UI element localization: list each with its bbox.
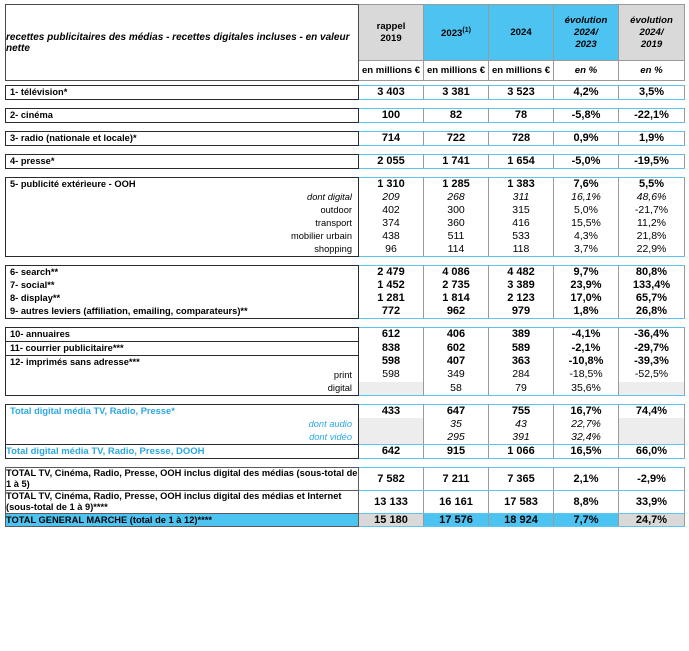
cell-y2019 bbox=[359, 418, 424, 431]
spacer-row bbox=[6, 319, 685, 328]
row-label: Total digital média TV, Radio, Presse, DOOH bbox=[6, 445, 359, 459]
cell-ev2419 bbox=[619, 382, 685, 396]
cell-y2024: 1 383 bbox=[489, 178, 554, 192]
row-label: dont audio bbox=[308, 419, 352, 429]
cell-y2019: 838 bbox=[359, 341, 424, 354]
table-row bbox=[6, 109, 685, 123]
table-row bbox=[6, 155, 685, 169]
cell-y2023: 915 bbox=[424, 445, 489, 459]
cell-ev2419: 80,8% bbox=[619, 266, 685, 280]
cell-ev2423: 7,6% bbox=[554, 178, 619, 192]
cell-y2019: 7 582 bbox=[359, 468, 424, 491]
row-label-group bbox=[6, 178, 359, 257]
spacer-row bbox=[6, 123, 685, 132]
cell-y2024: 416 bbox=[489, 217, 554, 230]
cell-ev2423: 16,7% bbox=[554, 405, 619, 419]
cell-y2024: 118 bbox=[489, 243, 554, 257]
cell-y2019: 96 bbox=[359, 243, 424, 257]
cell-y2023: 2 735 bbox=[424, 279, 489, 292]
cell-y2019: 100 bbox=[359, 109, 424, 123]
cell-y2023: 58 bbox=[424, 382, 489, 396]
grand-total-row bbox=[6, 514, 685, 527]
cell-ev2423: -10,8% bbox=[554, 355, 619, 368]
digital-total-label-group bbox=[6, 405, 359, 445]
table-title: recettes publicitaires des médias - recettes digitales incluses - en valeur nette bbox=[6, 5, 359, 81]
cell-y2019: 642 bbox=[359, 445, 424, 459]
spacer-row bbox=[6, 459, 685, 468]
row-label-group bbox=[6, 155, 359, 169]
cell-ev2423: 23,9% bbox=[554, 279, 619, 292]
row-label: 4- presse* bbox=[10, 156, 55, 166]
cell-y2023: 1 285 bbox=[424, 178, 489, 192]
cell-y2019: 714 bbox=[359, 132, 424, 146]
cell-ev2419: -39,3% bbox=[619, 355, 685, 368]
cell-y2019: 15 180 bbox=[359, 514, 424, 527]
cell-y2019: 209 bbox=[359, 191, 424, 204]
cell-y2023: 360 bbox=[424, 217, 489, 230]
cell-y2019 bbox=[359, 382, 424, 396]
column-unit-ev2423: en % bbox=[554, 61, 619, 81]
cell-y2023: 4 086 bbox=[424, 266, 489, 280]
cell-y2024: 2 123 bbox=[489, 292, 554, 305]
table-row bbox=[6, 328, 685, 342]
column-header-y2023: 2023$^{(1)}$ bbox=[424, 5, 489, 61]
column-header-y2019: rappel 2019 bbox=[359, 5, 424, 61]
row-label: TOTAL GENERAL MARCHE (total de 1 à 12)**** bbox=[6, 514, 359, 527]
cell-ev2419: 1,9% bbox=[619, 132, 685, 146]
table-row bbox=[6, 178, 685, 192]
cell-ev2423: 35,6% bbox=[554, 382, 619, 396]
cell-ev2419: 48,6% bbox=[619, 191, 685, 204]
table-row bbox=[6, 266, 685, 280]
cell-y2024: 589 bbox=[489, 341, 554, 354]
cell-ev2419: 22,9% bbox=[619, 243, 685, 257]
cell-y2023: 349 bbox=[424, 368, 489, 381]
table-row bbox=[6, 86, 685, 100]
cell-ev2419: -21,7% bbox=[619, 204, 685, 217]
cell-y2024: 3 389 bbox=[489, 279, 554, 292]
cell-ev2423: -4,1% bbox=[554, 328, 619, 342]
media-ad-revenue-table bbox=[5, 4, 685, 527]
cell-y2019: 438 bbox=[359, 230, 424, 243]
cell-y2019: 598 bbox=[359, 355, 424, 368]
cell-y2019: 1 281 bbox=[359, 292, 424, 305]
cell-ev2419: 33,9% bbox=[619, 491, 685, 514]
cell-y2023: 602 bbox=[424, 341, 489, 354]
column-unit-y2019: en millions € bbox=[359, 61, 424, 81]
cell-ev2419: 65,7% bbox=[619, 292, 685, 305]
row-label: 10- annuaires bbox=[10, 329, 70, 339]
table-header-row bbox=[6, 5, 685, 61]
column-unit-y2024: en millions € bbox=[489, 61, 554, 81]
cell-ev2423: 22,7% bbox=[554, 418, 619, 431]
row-label: TOTAL TV, Cinéma, Radio, Presse, OOH inclus digital des médias et Internet (sous-total de 1 à 9)**** bbox=[6, 491, 359, 514]
cell-y2024: 284 bbox=[489, 368, 554, 381]
row-label: 1- télévision* bbox=[10, 87, 68, 97]
cell-ev2419: 26,8% bbox=[619, 305, 685, 319]
row-label: 7- social** bbox=[10, 280, 55, 290]
spacer-row bbox=[6, 146, 685, 155]
column-unit-ev2419: en % bbox=[619, 61, 685, 81]
column-header-ev2423: évolution 2024/ 2023 bbox=[554, 5, 619, 61]
cell-y2023: 16 161 bbox=[424, 491, 489, 514]
cell-ev2423: -2,1% bbox=[554, 341, 619, 354]
cell-ev2419: 133,4% bbox=[619, 279, 685, 292]
cell-ev2423: 15,5% bbox=[554, 217, 619, 230]
row-label: shopping bbox=[314, 244, 352, 254]
cell-ev2419: -2,9% bbox=[619, 468, 685, 491]
cell-ev2423: -5,0% bbox=[554, 155, 619, 169]
cell-ev2423: 4,3% bbox=[554, 230, 619, 243]
row-label: 2- cinéma bbox=[10, 110, 53, 120]
row-label: 12- imprimés sans adresse*** bbox=[6, 355, 358, 369]
cell-y2024: 78 bbox=[489, 109, 554, 123]
cell-y2024: 363 bbox=[489, 355, 554, 368]
row-label: mobilier urbain bbox=[291, 231, 352, 241]
cell-y2023: 3 381 bbox=[424, 86, 489, 100]
grand-total-row bbox=[6, 491, 685, 514]
cell-y2023: 1 741 bbox=[424, 155, 489, 169]
row-label: 5- publicité extérieure - OOH bbox=[10, 179, 136, 189]
cell-ev2423: 0,9% bbox=[554, 132, 619, 146]
row-label: digital bbox=[327, 383, 352, 393]
cell-ev2419: -19,5% bbox=[619, 155, 685, 169]
row-label: Total digital média TV, Radio, Presse* bbox=[10, 406, 175, 416]
row-label-group bbox=[6, 109, 359, 123]
row-label: TOTAL TV, Cinéma, Radio, Presse, OOH inclus digital des médias (sous-total de 1 à 5) bbox=[6, 468, 358, 489]
cell-y2024: 79 bbox=[489, 382, 554, 396]
row-label-group bbox=[6, 86, 359, 100]
cell-y2024: 755 bbox=[489, 405, 554, 419]
cell-y2023: 962 bbox=[424, 305, 489, 319]
column-header-y2024: 2024 bbox=[489, 5, 554, 61]
cell-ev2423: 16,1% bbox=[554, 191, 619, 204]
digital-total-row bbox=[6, 445, 685, 459]
row-label: 11- courrier publicitaire*** bbox=[6, 341, 358, 355]
spacer-row bbox=[6, 100, 685, 109]
row-label: print bbox=[333, 370, 352, 380]
cell-y2019: 374 bbox=[359, 217, 424, 230]
row-label: transport bbox=[315, 218, 352, 228]
row-label-group bbox=[6, 328, 359, 396]
cell-y2023: 268 bbox=[424, 191, 489, 204]
cell-ev2423: -18,5% bbox=[554, 368, 619, 381]
cell-y2024: 7 365 bbox=[489, 468, 554, 491]
row-label: 8- display** bbox=[10, 293, 61, 303]
cell-y2023: 647 bbox=[424, 405, 489, 419]
row-label: 9- autres leviers (affiliation, emailing, comparateurs)** bbox=[10, 306, 248, 316]
cell-ev2419 bbox=[619, 431, 685, 445]
cell-y2024: 315 bbox=[489, 204, 554, 217]
cell-y2023: 295 bbox=[424, 431, 489, 445]
cell-y2024: 979 bbox=[489, 305, 554, 319]
row-label-group bbox=[6, 132, 359, 146]
cell-y2023: 722 bbox=[424, 132, 489, 146]
cell-y2024: 17 583 bbox=[489, 491, 554, 514]
cell-y2023: 82 bbox=[424, 109, 489, 123]
cell-ev2419 bbox=[619, 418, 685, 431]
cell-y2023: 511 bbox=[424, 230, 489, 243]
cell-ev2423: 1,8% bbox=[554, 305, 619, 319]
cell-ev2419: 5,5% bbox=[619, 178, 685, 192]
row-label: dont digital bbox=[307, 192, 352, 202]
spacer-row bbox=[6, 169, 685, 178]
cell-y2023: 1 814 bbox=[424, 292, 489, 305]
cell-y2019: 772 bbox=[359, 305, 424, 319]
grand-total-row bbox=[6, 468, 685, 491]
cell-ev2419: 66,0% bbox=[619, 445, 685, 459]
cell-ev2423: 3,7% bbox=[554, 243, 619, 257]
cell-y2019: 1 452 bbox=[359, 279, 424, 292]
cell-y2023: 300 bbox=[424, 204, 489, 217]
spacer-row bbox=[6, 396, 685, 405]
cell-y2019: 1 310 bbox=[359, 178, 424, 192]
column-unit-y2023: en millions € bbox=[424, 61, 489, 81]
cell-y2024: 4 482 bbox=[489, 266, 554, 280]
cell-y2024: 389 bbox=[489, 328, 554, 342]
digital-total-row bbox=[6, 405, 685, 419]
cell-ev2419: -52,5% bbox=[619, 368, 685, 381]
cell-y2024: 391 bbox=[489, 431, 554, 445]
row-label: 6- search** bbox=[10, 267, 59, 277]
cell-ev2419: 3,5% bbox=[619, 86, 685, 100]
cell-y2019: 433 bbox=[359, 405, 424, 419]
cell-y2019: 598 bbox=[359, 368, 424, 381]
cell-y2024: 311 bbox=[489, 191, 554, 204]
cell-y2019: 402 bbox=[359, 204, 424, 217]
cell-y2019: 13 133 bbox=[359, 491, 424, 514]
column-header-ev2419: évolution 2024/ 2019 bbox=[619, 5, 685, 61]
cell-ev2419: 11,2% bbox=[619, 217, 685, 230]
cell-ev2423: 7,7% bbox=[554, 514, 619, 527]
cell-ev2423: 17,0% bbox=[554, 292, 619, 305]
cell-ev2423: -5,8% bbox=[554, 109, 619, 123]
cell-y2024: 18 924 bbox=[489, 514, 554, 527]
cell-y2019: 2 479 bbox=[359, 266, 424, 280]
row-label-group bbox=[6, 266, 359, 319]
cell-y2024: 1 066 bbox=[489, 445, 554, 459]
cell-y2023: 406 bbox=[424, 328, 489, 342]
cell-ev2419: 24,7% bbox=[619, 514, 685, 527]
cell-y2024: 1 654 bbox=[489, 155, 554, 169]
cell-ev2423: 8,8% bbox=[554, 491, 619, 514]
cell-y2019: 3 403 bbox=[359, 86, 424, 100]
cell-ev2419: -22,1% bbox=[619, 109, 685, 123]
cell-ev2423: 4,2% bbox=[554, 86, 619, 100]
table-body bbox=[6, 5, 685, 527]
row-label: 3- radio (nationale et locale)* bbox=[10, 133, 137, 143]
cell-y2023: 7 211 bbox=[424, 468, 489, 491]
table-row bbox=[6, 132, 685, 146]
cell-ev2423: 5,0% bbox=[554, 204, 619, 217]
cell-y2019: 2 055 bbox=[359, 155, 424, 169]
cell-ev2419: 21,8% bbox=[619, 230, 685, 243]
cell-y2024: 533 bbox=[489, 230, 554, 243]
cell-ev2423: 16,5% bbox=[554, 445, 619, 459]
cell-ev2419: -36,4% bbox=[619, 328, 685, 342]
cell-y2023: 407 bbox=[424, 355, 489, 368]
row-label: outdoor bbox=[320, 205, 352, 215]
cell-ev2423: 32,4% bbox=[554, 431, 619, 445]
cell-y2024: 728 bbox=[489, 132, 554, 146]
cell-y2019 bbox=[359, 431, 424, 445]
cell-y2024: 3 523 bbox=[489, 86, 554, 100]
cell-ev2423: 2,1% bbox=[554, 468, 619, 491]
cell-y2023: 35 bbox=[424, 418, 489, 431]
cell-ev2419: 74,4% bbox=[619, 405, 685, 419]
cell-y2024: 43 bbox=[489, 418, 554, 431]
row-label: dont vidéo bbox=[309, 432, 352, 442]
cell-ev2419: -29,7% bbox=[619, 341, 685, 354]
spacer-row bbox=[6, 257, 685, 266]
cell-y2023: 114 bbox=[424, 243, 489, 257]
cell-ev2423: 9,7% bbox=[554, 266, 619, 280]
cell-y2023: 17 576 bbox=[424, 514, 489, 527]
cell-y2019: 612 bbox=[359, 328, 424, 342]
